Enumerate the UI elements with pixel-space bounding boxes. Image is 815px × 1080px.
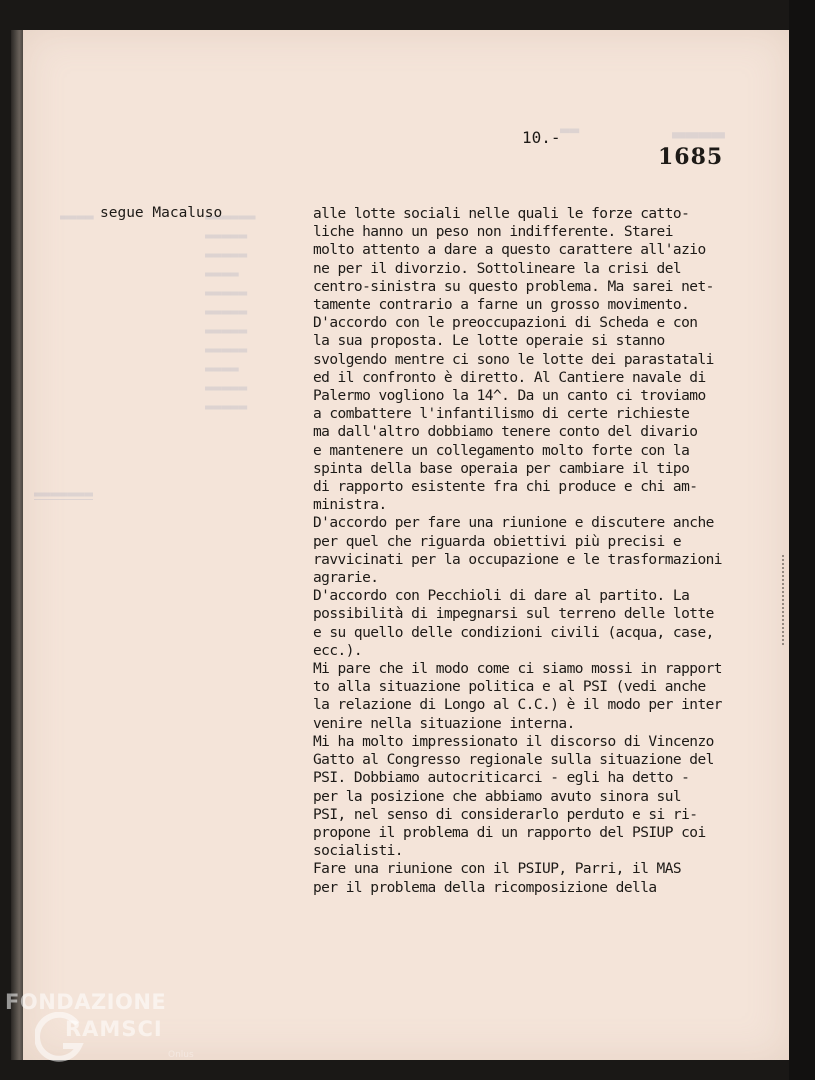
text-line: ravvicinati per la occupazione e le trasformazioni — [313, 551, 722, 568]
text-line: centro-sinistra su questo problema. Ma sarei net- — [313, 278, 714, 295]
text-line: spinta della base operaia per cambiare il tipo — [313, 460, 690, 477]
text-line: molto attento a dare a questo carattere all'azio — [313, 242, 706, 259]
text-line: e su quello delle condizioni civili (acqua, case, — [313, 624, 714, 641]
text-line: to alla situazione politica e al PSI (vedi anche — [313, 679, 706, 696]
watermark-sub: Onlus — [168, 1050, 194, 1060]
text-line: D'accordo con le preoccupazioni di Scheda e con — [313, 315, 698, 332]
folio-number: 1685 — [658, 144, 724, 170]
text-line: venire nella situazione interna. — [313, 715, 575, 732]
text-line: PSI. Dobbiamo autocriticarci - egli ha detto - — [313, 770, 690, 787]
text-line: agrarie. — [313, 570, 379, 587]
text-line: socialisti. — [313, 843, 403, 860]
speaker-label: segue Macaluso — [100, 205, 223, 221]
text-line: propone il problema di un rapporto del PSIUP coi — [313, 824, 706, 841]
text-line: PSI, nel senso di considerarlo perduto e si ri- — [313, 806, 698, 823]
bleed-through-mark: ▬▬▬▬▬▬ ▬▬▬▬▬ ▬▬▬▬▬ ▬▬▬▬ ▬▬▬▬▬ ▬▬▬▬▬ ▬▬▬▬▬ ▬▬▬▬▬ ▬▬▬▬ ▬▬▬▬▬ ▬▬▬▬▬ — [205, 209, 256, 415]
text-line: Palermo vogliono la 14^. Da un canto ci troviamo — [313, 388, 706, 405]
text-line: Fare una riunione con il PSIUP, Parri, il MAS — [313, 861, 682, 878]
text-line: Mi ha molto impressionato il discorso di Vincenzo — [313, 733, 714, 750]
bleed-through-mark: ▬▬ — [560, 120, 580, 139]
text-line: per il problema della ricomposizione della — [313, 879, 657, 896]
bleed-through-mark: ▬▬▬▬ — [60, 209, 94, 225]
text-line: per la posizione che abbiamo avuto sinora sul — [313, 788, 682, 805]
scan-edge — [789, 0, 815, 1080]
watermark-line1: FONDAZIONE — [5, 990, 167, 1014]
text-line: Mi pare che il modo come ci siamo mossi in rapport — [313, 661, 722, 678]
text-line: liche hanno un peso non indifferente. Starei — [313, 224, 673, 241]
margin-dots — [782, 555, 787, 645]
text-line: ecc.). — [313, 642, 363, 659]
text-line: la relazione di Longo al C.C.) è il modo per inter — [313, 697, 722, 714]
text-line: D'accordo con Pecchioli di dare al partito. La — [313, 588, 690, 605]
text-line: per quel che riguarda obiettivi più precisi e — [313, 533, 682, 550]
text-line: ministra. — [313, 497, 387, 514]
text-line: svolgendo mentre ci sono le lotte dei parastatali — [313, 351, 714, 368]
text-line: a combattere l'infantilismo di certe richieste — [313, 406, 690, 423]
bleed-through-mark: ▬▬▬▬ — [672, 122, 725, 147]
text-line: ed il confronto è diretto. Al Cantiere navale di — [313, 369, 706, 386]
watermark-line2: RAMSCI — [65, 1017, 163, 1041]
page-number: 10.- — [522, 128, 561, 147]
text-line: Gatto al Congresso regionale sulla situazione del — [313, 752, 714, 769]
text-line: di rapporto esistente fra chi produce e chi am- — [313, 479, 698, 496]
text-line: possibilità di impegnarsi sul terreno delle lotte — [313, 606, 714, 623]
text-line: la sua proposta. Le lotte operaie si stanno — [313, 333, 665, 350]
text-line: alle lotte sociali nelle quali le forze catto- — [313, 206, 690, 222]
text-line: D'accordo per fare una riunione e discutere anche — [313, 515, 714, 532]
bleed-through-mark: ▬▬▬▬▬▬▬ — [34, 486, 94, 502]
text-line: ma dall'altro dobbiamo tenere conto del divario — [313, 424, 698, 441]
text-line: tamente contrario a farne un grosso movimento. — [313, 297, 690, 314]
transcript-body — [313, 205, 722, 897]
text-line: ne per il divorzio. Sottolineare la crisi del — [313, 260, 682, 277]
text-line: e mantenere un collegamento molto forte con la — [313, 442, 690, 459]
